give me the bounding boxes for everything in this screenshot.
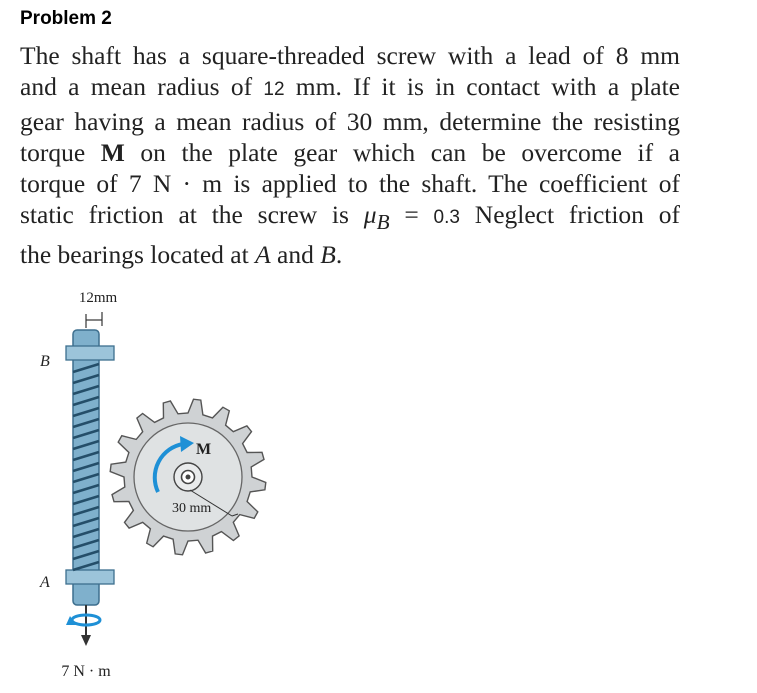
bearing-b xyxy=(66,346,114,360)
text-segment: mm. If it is in contact with a plate xyxy=(284,72,680,102)
statement-line-5: torque of 7 N · m is applied to the shaft. The coefficient of xyxy=(20,169,680,199)
text-segment: static friction at the screw is xyxy=(20,200,364,230)
bearing-a-ref: A xyxy=(255,239,271,269)
statement-line-1: The shaft has a square-threaded screw with a lead of 8 mm xyxy=(20,41,680,70)
bearing-a xyxy=(66,570,114,584)
text-segment: the bearings located at xyxy=(20,239,256,269)
problem-heading: Problem 2 xyxy=(20,8,112,29)
screw-shaft xyxy=(66,330,114,605)
statement-line-2 xyxy=(20,71,680,105)
statement-line-7 xyxy=(20,239,680,270)
dimension-30mm-label: 30 mm xyxy=(172,501,212,516)
text-segment: and a mean radius of xyxy=(20,72,264,102)
text-segment: Neglect friction of xyxy=(459,200,680,230)
applied-torque-label: 7 N · m xyxy=(61,663,111,680)
statement-line-6 xyxy=(20,199,680,238)
plate-gear xyxy=(110,399,266,555)
text-segment: on the plate gear which can be overcome if a xyxy=(124,137,680,167)
torque-symbol: M xyxy=(100,137,125,167)
dimension-12mm-label: 12mm xyxy=(78,290,118,306)
mu-symbol: μ xyxy=(363,200,377,230)
radius-value: 12 xyxy=(263,79,285,101)
applied-torque-arrow xyxy=(66,605,100,646)
label-b: B xyxy=(40,353,50,370)
statement-line-3: gear having a mean radius of 30 mm, determine the resisting xyxy=(20,106,680,136)
problem-statement xyxy=(20,40,680,270)
statement-line-4 xyxy=(20,137,680,168)
label-a: A xyxy=(40,574,50,591)
mu-subscript: B xyxy=(376,210,390,235)
text-segment: torque xyxy=(20,137,101,167)
text-segment: . xyxy=(335,239,343,269)
equals-sign: = xyxy=(389,200,434,230)
text-segment: and xyxy=(270,239,321,269)
friction-value: 0.3 xyxy=(433,207,460,229)
moment-label: M xyxy=(196,441,212,458)
bearing-b-ref: B xyxy=(320,239,336,269)
screw-gear-figure xyxy=(0,280,330,690)
